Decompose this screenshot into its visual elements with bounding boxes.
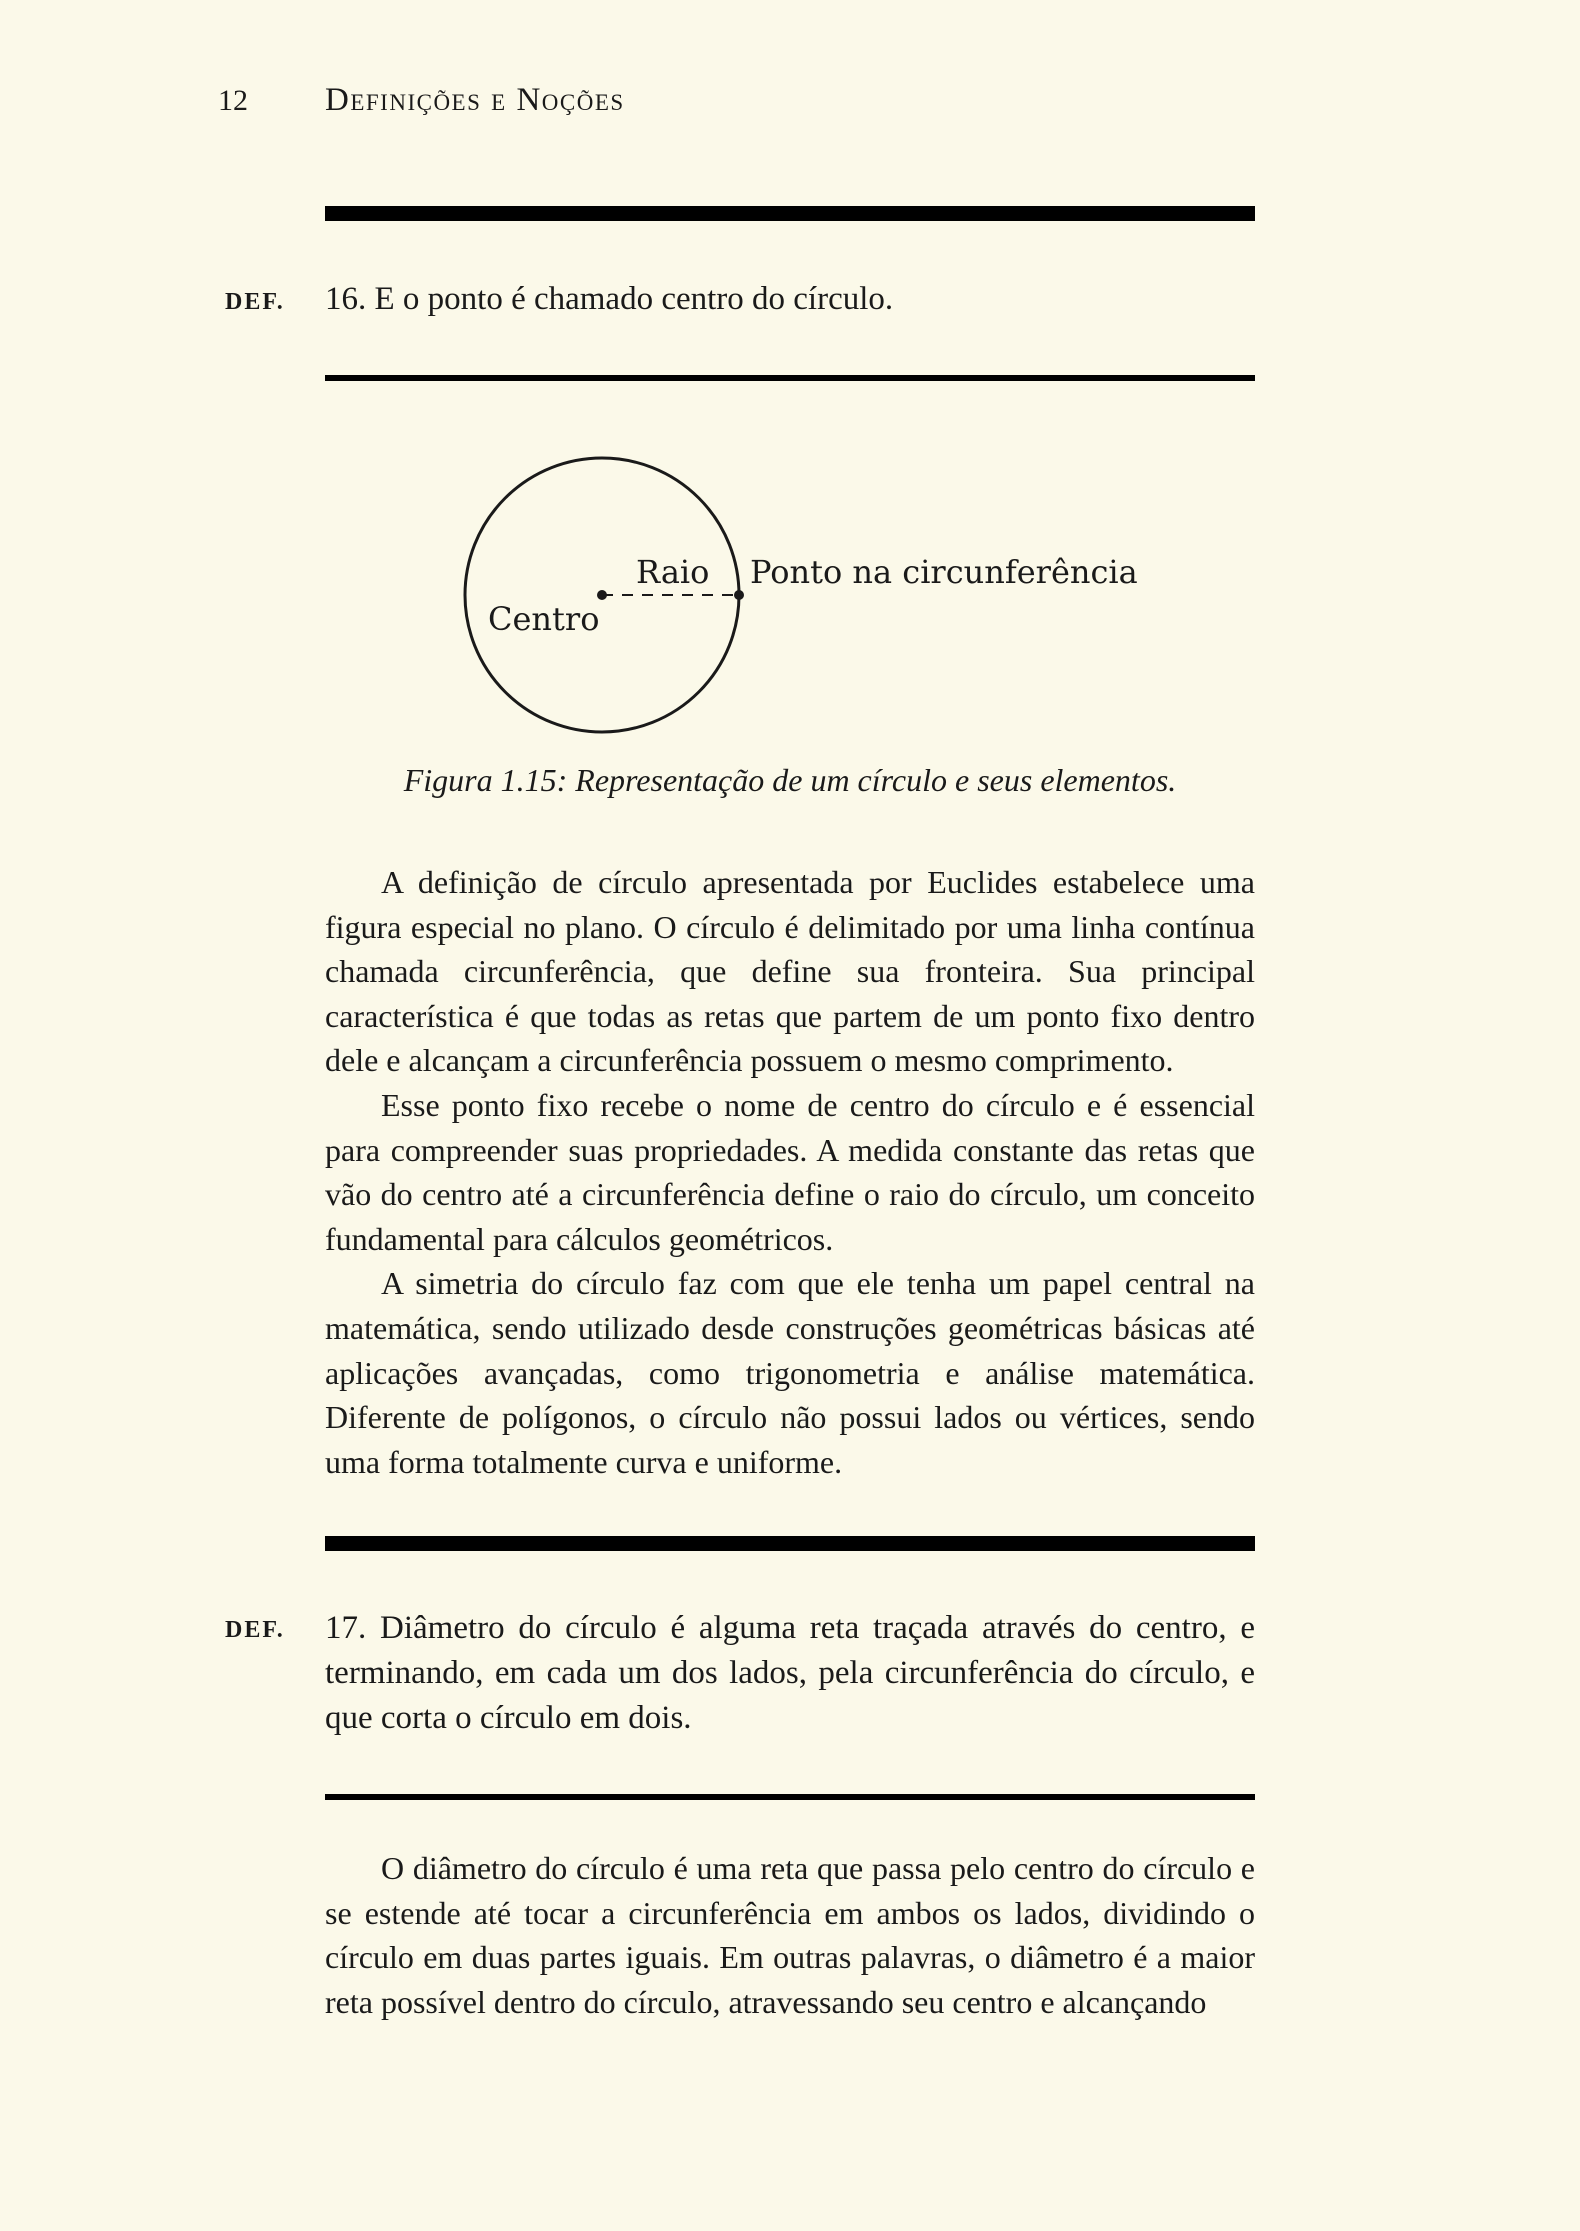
circle-outline [465, 458, 739, 732]
page-number: 12 [218, 84, 248, 117]
circumference-point [734, 590, 744, 600]
paragraph: O diâmetro do círculo é uma reta que passa pelo centro do círculo e se estende até tocar a circunferência em ambos os lados, dividindo o círculo em duas partes iguais. Em outras palavras, o diâmetro é a maior reta possível dentro do círculo, atravessando seu centro e alcançando [325, 1850, 1255, 2020]
commentary-def17 [325, 1846, 1255, 2024]
center-label: Centro [488, 600, 600, 638]
def17-label: DEF. [225, 1617, 285, 1643]
rule-bottom-def17 [325, 1794, 1255, 1800]
paragraph: Esse ponto fixo recebe o nome de centro do círculo e é essencial para compreender suas propriedades. A medida constante das retas que vão do centro até a circunferência define o raio do círculo, um conceito fundamental para cálculos geométricos. [325, 1086, 1255, 1257]
rule-bottom-def16 [325, 375, 1255, 381]
center-point [597, 590, 607, 600]
running-title: Definições e Noções [325, 82, 625, 118]
rule-top-def16 [325, 206, 1255, 221]
radius-label: Raio [636, 553, 710, 591]
paragraph: A simetria do círculo faz com que ele tenha um papel central na matemática, sendo utilizado desde construções geométricas básicas até aplicações avançadas, como trigonometria e análise matemática. Diferente de polígonos, o círculo não possui lados ou vértices, sendo uma forma totalmente curva e uniforme. [325, 1265, 1255, 1480]
commentary-def16 [325, 860, 1255, 1484]
figure-caption: Figura 1.15: Representação de um círculo e seus elementos. [403, 762, 1177, 798]
def16-text: 16. E o ponto é chamado centro do círculo. [325, 281, 894, 317]
point-label: Ponto na circunferência [750, 553, 1138, 591]
def16-label: DEF. [225, 289, 285, 315]
rule-top-def17 [325, 1536, 1255, 1551]
def17-text: 17. Diâmetro do círculo é alguma reta traçada através do centro, e terminando, em cada um dos lados, pela circunferência do círculo, e que corta o círculo em dois. [325, 1610, 1255, 1736]
paragraph: A definição de círculo apresentada por Euclides estabelece uma figura especial no plano. O círculo é delimitado por uma linha contínua chamada circunferência, que define sua fronteira. Sua principal característica é que todas as retas que partem de um ponto fixo dentro dele e alcançam a circunferência possuem o mesmo comprimento. [325, 864, 1255, 1079]
